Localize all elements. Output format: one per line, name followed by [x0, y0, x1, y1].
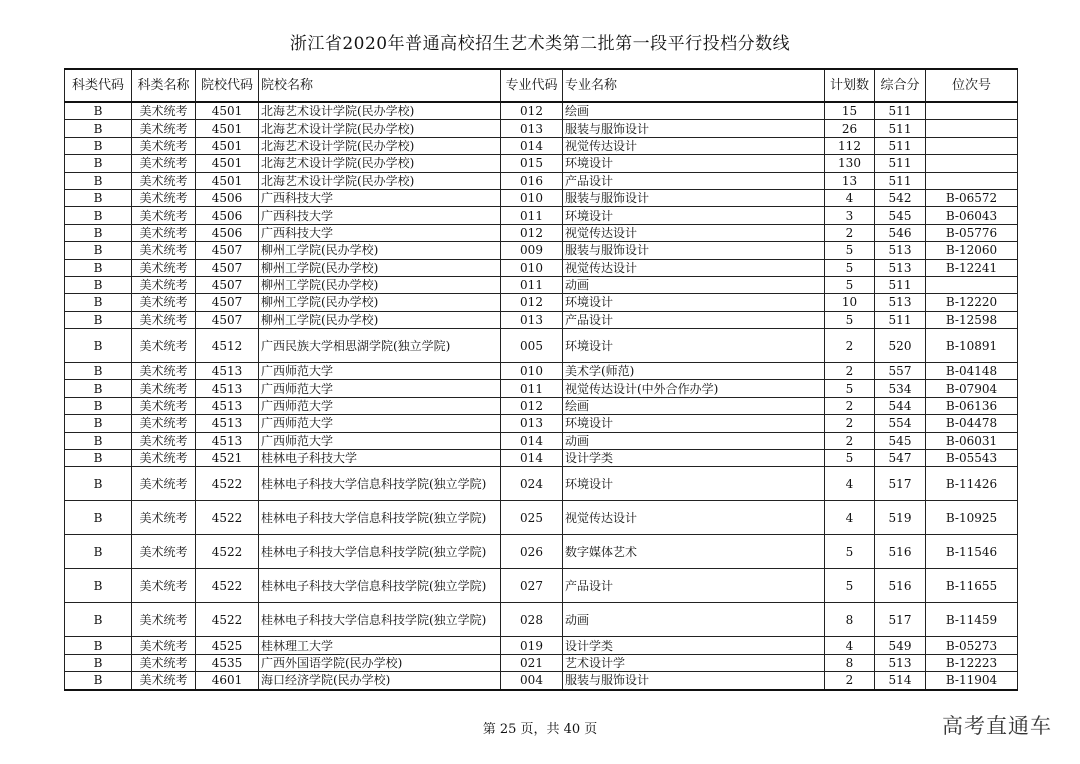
cell-rank-number: B-04478 [926, 415, 1018, 432]
table-row [65, 672, 1018, 690]
cell-plan-count: 2 [825, 672, 875, 690]
cell-major-name: 视觉传达设计 [563, 501, 825, 535]
admission-score-table [64, 68, 1018, 691]
cell-plan-count: 5 [825, 311, 875, 328]
cell-major-name: 环境设计 [563, 155, 825, 172]
cell-total-score: 513 [875, 259, 926, 276]
cell-category-name: 美术统考 [132, 155, 196, 172]
cell-school-code: 4506 [196, 224, 259, 241]
cell-category-name: 美术统考 [132, 224, 196, 241]
cell-school-name: 北海艺术设计学院(民办学校) [259, 155, 501, 172]
cell-rank-number [926, 120, 1018, 137]
cell-total-score: 544 [875, 397, 926, 414]
cell-school-code: 4522 [196, 467, 259, 501]
cell-total-score: 542 [875, 189, 926, 206]
cell-major-name: 设计学类 [563, 450, 825, 467]
cell-category-name: 美术统考 [132, 501, 196, 535]
cell-major-code: 021 [501, 654, 563, 671]
cell-major-name: 环境设计 [563, 294, 825, 311]
cell-rank-number: B-12223 [926, 654, 1018, 671]
cell-school-code: 4513 [196, 415, 259, 432]
table-row [65, 224, 1018, 241]
cell-total-score: 513 [875, 294, 926, 311]
cell-major-code: 010 [501, 363, 563, 380]
table-row [65, 415, 1018, 432]
page-number: 第 25 页，共 40 页 [482, 722, 598, 737]
cell-school-name: 北海艺术设计学院(民办学校) [259, 120, 501, 137]
cell-plan-count: 4 [825, 501, 875, 535]
column-header-total-score: 综合分 [875, 69, 926, 102]
cell-category-name: 美术统考 [132, 397, 196, 414]
cell-school-name: 广西师范大学 [259, 380, 501, 397]
cell-category-name: 美术统考 [132, 189, 196, 206]
cell-school-code: 4507 [196, 311, 259, 328]
cell-major-code: 013 [501, 311, 563, 328]
cell-major-code: 011 [501, 276, 563, 293]
cell-school-code: 4601 [196, 672, 259, 690]
table-row [65, 276, 1018, 293]
cell-category-code: B [65, 224, 132, 241]
cell-category-name: 美术统考 [132, 329, 196, 363]
cell-major-code: 025 [501, 501, 563, 535]
cell-plan-count: 2 [825, 329, 875, 363]
cell-major-name: 动画 [563, 603, 825, 637]
cell-school-name: 桂林电子科技大学信息科技学院(独立学院) [259, 603, 501, 637]
table-row [65, 450, 1018, 467]
cell-rank-number: B-12598 [926, 311, 1018, 328]
cell-major-code: 011 [501, 207, 563, 224]
cell-major-code: 012 [501, 102, 563, 120]
cell-category-code: B [65, 329, 132, 363]
cell-category-code: B [65, 259, 132, 276]
cell-school-name: 广西师范大学 [259, 415, 501, 432]
cell-category-code: B [65, 189, 132, 206]
column-header-major-code: 专业代码 [501, 69, 563, 102]
cell-plan-count: 5 [825, 450, 875, 467]
table-row [65, 535, 1018, 569]
cell-school-code: 4501 [196, 137, 259, 154]
table-row [65, 467, 1018, 501]
cell-total-score: 519 [875, 501, 926, 535]
cell-major-name: 动画 [563, 276, 825, 293]
cell-school-name: 海口经济学院(民办学校) [259, 672, 501, 690]
cell-category-code: B [65, 672, 132, 690]
cell-plan-count: 4 [825, 189, 875, 206]
cell-school-code: 4507 [196, 276, 259, 293]
cell-major-name: 视觉传达设计 [563, 224, 825, 241]
table-row [65, 259, 1018, 276]
cell-major-code: 019 [501, 637, 563, 654]
cell-total-score: 545 [875, 207, 926, 224]
cell-category-code: B [65, 363, 132, 380]
cell-category-name: 美术统考 [132, 311, 196, 328]
cell-category-code: B [65, 397, 132, 414]
cell-category-name: 美术统考 [132, 207, 196, 224]
cell-school-code: 4501 [196, 120, 259, 137]
cell-total-score: 513 [875, 654, 926, 671]
cell-school-name: 广西科技大学 [259, 224, 501, 241]
cell-major-code: 012 [501, 224, 563, 241]
cell-school-name: 广西师范大学 [259, 397, 501, 414]
cell-rank-number: B-04148 [926, 363, 1018, 380]
cell-category-name: 美术统考 [132, 467, 196, 501]
cell-school-name: 桂林电子科技大学信息科技学院(独立学院) [259, 569, 501, 603]
cell-category-name: 美术统考 [132, 259, 196, 276]
cell-rank-number: B-05543 [926, 450, 1018, 467]
cell-major-name: 艺术设计学 [563, 654, 825, 671]
cell-school-name: 广西外国语学院(民办学校) [259, 654, 501, 671]
cell-plan-count: 2 [825, 397, 875, 414]
table-row [65, 603, 1018, 637]
cell-school-name: 广西师范大学 [259, 432, 501, 449]
cell-category-name: 美术统考 [132, 432, 196, 449]
cell-major-code: 012 [501, 397, 563, 414]
cell-rank-number: B-10891 [926, 329, 1018, 363]
cell-school-name: 桂林电子科技大学 [259, 450, 501, 467]
cell-rank-number: B-11459 [926, 603, 1018, 637]
cell-category-name: 美术统考 [132, 363, 196, 380]
cell-total-score: 514 [875, 672, 926, 690]
cell-rank-number: B-12060 [926, 242, 1018, 259]
cell-major-name: 绘画 [563, 397, 825, 414]
cell-school-name: 桂林电子科技大学信息科技学院(独立学院) [259, 535, 501, 569]
cell-category-code: B [65, 467, 132, 501]
cell-total-score: 516 [875, 569, 926, 603]
cell-school-name: 广西师范大学 [259, 363, 501, 380]
cell-rank-number: B-11655 [926, 569, 1018, 603]
cell-total-score: 511 [875, 137, 926, 154]
cell-category-code: B [65, 172, 132, 189]
cell-category-name: 美术统考 [132, 102, 196, 120]
cell-category-code: B [65, 501, 132, 535]
cell-category-code: B [65, 102, 132, 120]
cell-category-name: 美术统考 [132, 603, 196, 637]
cell-category-code: B [65, 380, 132, 397]
cell-school-name: 广西科技大学 [259, 207, 501, 224]
cell-total-score: 554 [875, 415, 926, 432]
cell-category-name: 美术统考 [132, 242, 196, 259]
cell-rank-number [926, 137, 1018, 154]
column-header-school-name: 院校名称 [259, 69, 501, 102]
cell-major-code: 011 [501, 380, 563, 397]
cell-category-name: 美术统考 [132, 137, 196, 154]
cell-total-score: 557 [875, 363, 926, 380]
cell-rank-number: B-11904 [926, 672, 1018, 690]
cell-plan-count: 26 [825, 120, 875, 137]
cell-rank-number [926, 155, 1018, 172]
cell-category-name: 美术统考 [132, 120, 196, 137]
cell-major-name: 视觉传达设计 [563, 137, 825, 154]
cell-total-score: 516 [875, 535, 926, 569]
cell-rank-number: B-10925 [926, 501, 1018, 535]
cell-total-score: 511 [875, 172, 926, 189]
cell-plan-count: 4 [825, 637, 875, 654]
cell-total-score: 517 [875, 467, 926, 501]
column-header-major-name: 专业名称 [563, 69, 825, 102]
table-row [65, 311, 1018, 328]
cell-school-code: 4507 [196, 294, 259, 311]
cell-category-name: 美术统考 [132, 569, 196, 603]
cell-major-code: 013 [501, 415, 563, 432]
cell-major-name: 绘画 [563, 102, 825, 120]
cell-school-name: 桂林电子科技大学信息科技学院(独立学院) [259, 467, 501, 501]
cell-category-name: 美术统考 [132, 450, 196, 467]
cell-category-code: B [65, 415, 132, 432]
table-row [65, 172, 1018, 189]
cell-school-code: 4513 [196, 363, 259, 380]
cell-major-name: 美术学(师范) [563, 363, 825, 380]
cell-major-code: 015 [501, 155, 563, 172]
cell-school-code: 4506 [196, 207, 259, 224]
cell-total-score: 511 [875, 276, 926, 293]
cell-total-score: 511 [875, 120, 926, 137]
cell-school-code: 4513 [196, 432, 259, 449]
table-row [65, 155, 1018, 172]
cell-total-score: 549 [875, 637, 926, 654]
cell-school-name: 北海艺术设计学院(民办学校) [259, 172, 501, 189]
cell-major-code: 026 [501, 535, 563, 569]
table-row [65, 432, 1018, 449]
cell-major-name: 环境设计 [563, 415, 825, 432]
cell-major-code: 010 [501, 189, 563, 206]
table-row [65, 294, 1018, 311]
cell-category-code: B [65, 654, 132, 671]
cell-category-name: 美术统考 [132, 276, 196, 293]
cell-major-name: 产品设计 [563, 569, 825, 603]
cell-major-code: 014 [501, 450, 563, 467]
cell-major-name: 服装与服饰设计 [563, 242, 825, 259]
cell-major-code: 012 [501, 294, 563, 311]
cell-school-code: 4521 [196, 450, 259, 467]
cell-plan-count: 2 [825, 432, 875, 449]
column-header-category-code: 科类代码 [65, 69, 132, 102]
cell-plan-count: 5 [825, 535, 875, 569]
cell-plan-count: 3 [825, 207, 875, 224]
cell-major-name: 动画 [563, 432, 825, 449]
cell-total-score: 547 [875, 450, 926, 467]
cell-total-score: 513 [875, 242, 926, 259]
table-row [65, 120, 1018, 137]
cell-major-name: 环境设计 [563, 467, 825, 501]
cell-category-name: 美术统考 [132, 672, 196, 690]
cell-plan-count: 13 [825, 172, 875, 189]
cell-rank-number: B-11546 [926, 535, 1018, 569]
cell-category-code: B [65, 120, 132, 137]
document-title: 浙江省2020年普通高校招生艺术类第二批第一段平行投档分数线 [289, 34, 791, 54]
cell-plan-count: 5 [825, 242, 875, 259]
cell-major-code: 024 [501, 467, 563, 501]
cell-total-score: 511 [875, 311, 926, 328]
cell-rank-number [926, 102, 1018, 120]
cell-plan-count: 5 [825, 380, 875, 397]
cell-major-code: 014 [501, 432, 563, 449]
cell-school-code: 4522 [196, 603, 259, 637]
cell-major-code: 009 [501, 242, 563, 259]
cell-category-code: B [65, 637, 132, 654]
cell-major-code: 028 [501, 603, 563, 637]
cell-plan-count: 10 [825, 294, 875, 311]
cell-school-code: 4501 [196, 155, 259, 172]
cell-rank-number: B-06031 [926, 432, 1018, 449]
column-header-category-name: 科类名称 [132, 69, 196, 102]
cell-rank-number: B-07904 [926, 380, 1018, 397]
cell-plan-count: 2 [825, 363, 875, 380]
cell-category-code: B [65, 155, 132, 172]
cell-school-code: 4507 [196, 242, 259, 259]
cell-school-name: 桂林理工大学 [259, 637, 501, 654]
cell-school-code: 4501 [196, 172, 259, 189]
cell-school-name: 桂林电子科技大学信息科技学院(独立学院) [259, 501, 501, 535]
cell-category-code: B [65, 450, 132, 467]
cell-major-code: 010 [501, 259, 563, 276]
cell-rank-number: B-06136 [926, 397, 1018, 414]
cell-major-name: 产品设计 [563, 311, 825, 328]
cell-category-name: 美术统考 [132, 380, 196, 397]
cell-category-code: B [65, 311, 132, 328]
cell-school-name: 北海艺术设计学院(民办学校) [259, 137, 501, 154]
cell-major-code: 014 [501, 137, 563, 154]
cell-major-name: 设计学类 [563, 637, 825, 654]
cell-school-code: 4513 [196, 397, 259, 414]
table-row [65, 363, 1018, 380]
cell-major-name: 视觉传达设计 [563, 259, 825, 276]
cell-school-name: 广西民族大学相思湖学院(独立学院) [259, 329, 501, 363]
cell-major-code: 027 [501, 569, 563, 603]
cell-school-name: 柳州工学院(民办学校) [259, 294, 501, 311]
cell-category-code: B [65, 242, 132, 259]
cell-total-score: 511 [875, 155, 926, 172]
table-row [65, 102, 1018, 120]
cell-rank-number: B-06043 [926, 207, 1018, 224]
table-row [65, 329, 1018, 363]
cell-category-name: 美术统考 [132, 172, 196, 189]
table-row [65, 189, 1018, 206]
cell-major-name: 视觉传达设计(中外合作办学) [563, 380, 825, 397]
cell-rank-number: B-11426 [926, 467, 1018, 501]
cell-category-code: B [65, 603, 132, 637]
cell-rank-number: B-12220 [926, 294, 1018, 311]
cell-category-name: 美术统考 [132, 654, 196, 671]
cell-school-code: 4513 [196, 380, 259, 397]
table-header-row [65, 69, 1018, 102]
cell-school-code: 4522 [196, 535, 259, 569]
cell-major-name: 服装与服饰设计 [563, 189, 825, 206]
cell-rank-number: B-05273 [926, 637, 1018, 654]
cell-plan-count: 5 [825, 276, 875, 293]
cell-rank-number: B-05776 [926, 224, 1018, 241]
cell-major-code: 016 [501, 172, 563, 189]
table-row [65, 397, 1018, 414]
cell-category-name: 美术统考 [132, 535, 196, 569]
cell-total-score: 520 [875, 329, 926, 363]
cell-major-name: 数字媒体艺术 [563, 535, 825, 569]
cell-school-code: 4506 [196, 189, 259, 206]
table-row [65, 501, 1018, 535]
cell-major-name: 产品设计 [563, 172, 825, 189]
cell-total-score: 546 [875, 224, 926, 241]
cell-total-score: 517 [875, 603, 926, 637]
cell-rank-number: B-06572 [926, 189, 1018, 206]
cell-school-code: 4535 [196, 654, 259, 671]
cell-category-code: B [65, 294, 132, 311]
table-body [65, 102, 1018, 690]
column-header-rank-number: 位次号 [926, 69, 1018, 102]
cell-category-code: B [65, 432, 132, 449]
cell-school-name: 广西科技大学 [259, 189, 501, 206]
cell-major-code: 013 [501, 120, 563, 137]
table-row [65, 137, 1018, 154]
cell-category-code: B [65, 569, 132, 603]
cell-plan-count: 130 [825, 155, 875, 172]
cell-rank-number: B-12241 [926, 259, 1018, 276]
cell-major-code: 005 [501, 329, 563, 363]
column-header-plan-count: 计划数 [825, 69, 875, 102]
cell-category-code: B [65, 137, 132, 154]
table-row [65, 569, 1018, 603]
cell-total-score: 511 [875, 102, 926, 120]
cell-rank-number [926, 172, 1018, 189]
cell-plan-count: 15 [825, 102, 875, 120]
cell-school-code: 4522 [196, 569, 259, 603]
watermark-logo: 高考直通车 [942, 714, 1052, 738]
cell-plan-count: 8 [825, 603, 875, 637]
cell-school-name: 北海艺术设计学院(民办学校) [259, 102, 501, 120]
table-row [65, 654, 1018, 671]
cell-school-code: 4525 [196, 637, 259, 654]
cell-plan-count: 2 [825, 224, 875, 241]
table-row [65, 637, 1018, 654]
cell-plan-count: 112 [825, 137, 875, 154]
cell-plan-count: 5 [825, 259, 875, 276]
cell-school-name: 柳州工学院(民办学校) [259, 311, 501, 328]
cell-major-name: 环境设计 [563, 329, 825, 363]
cell-category-code: B [65, 276, 132, 293]
table-row [65, 242, 1018, 259]
cell-major-name: 服装与服饰设计 [563, 672, 825, 690]
table-row [65, 380, 1018, 397]
column-header-school-code: 院校代码 [196, 69, 259, 102]
table-row [65, 207, 1018, 224]
cell-school-name: 柳州工学院(民办学校) [259, 242, 501, 259]
cell-category-name: 美术统考 [132, 415, 196, 432]
cell-major-code: 004 [501, 672, 563, 690]
cell-school-code: 4507 [196, 259, 259, 276]
cell-total-score: 545 [875, 432, 926, 449]
cell-school-code: 4512 [196, 329, 259, 363]
cell-plan-count: 8 [825, 654, 875, 671]
cell-total-score: 534 [875, 380, 926, 397]
cell-major-name: 服装与服饰设计 [563, 120, 825, 137]
cell-category-code: B [65, 207, 132, 224]
cell-school-code: 4501 [196, 102, 259, 120]
cell-category-name: 美术统考 [132, 637, 196, 654]
cell-school-code: 4522 [196, 501, 259, 535]
cell-school-name: 柳州工学院(民办学校) [259, 276, 501, 293]
cell-category-name: 美术统考 [132, 294, 196, 311]
cell-plan-count: 5 [825, 569, 875, 603]
cell-rank-number [926, 276, 1018, 293]
cell-category-code: B [65, 535, 132, 569]
cell-plan-count: 4 [825, 467, 875, 501]
cell-plan-count: 2 [825, 415, 875, 432]
cell-school-name: 柳州工学院(民办学校) [259, 259, 501, 276]
cell-major-name: 环境设计 [563, 207, 825, 224]
